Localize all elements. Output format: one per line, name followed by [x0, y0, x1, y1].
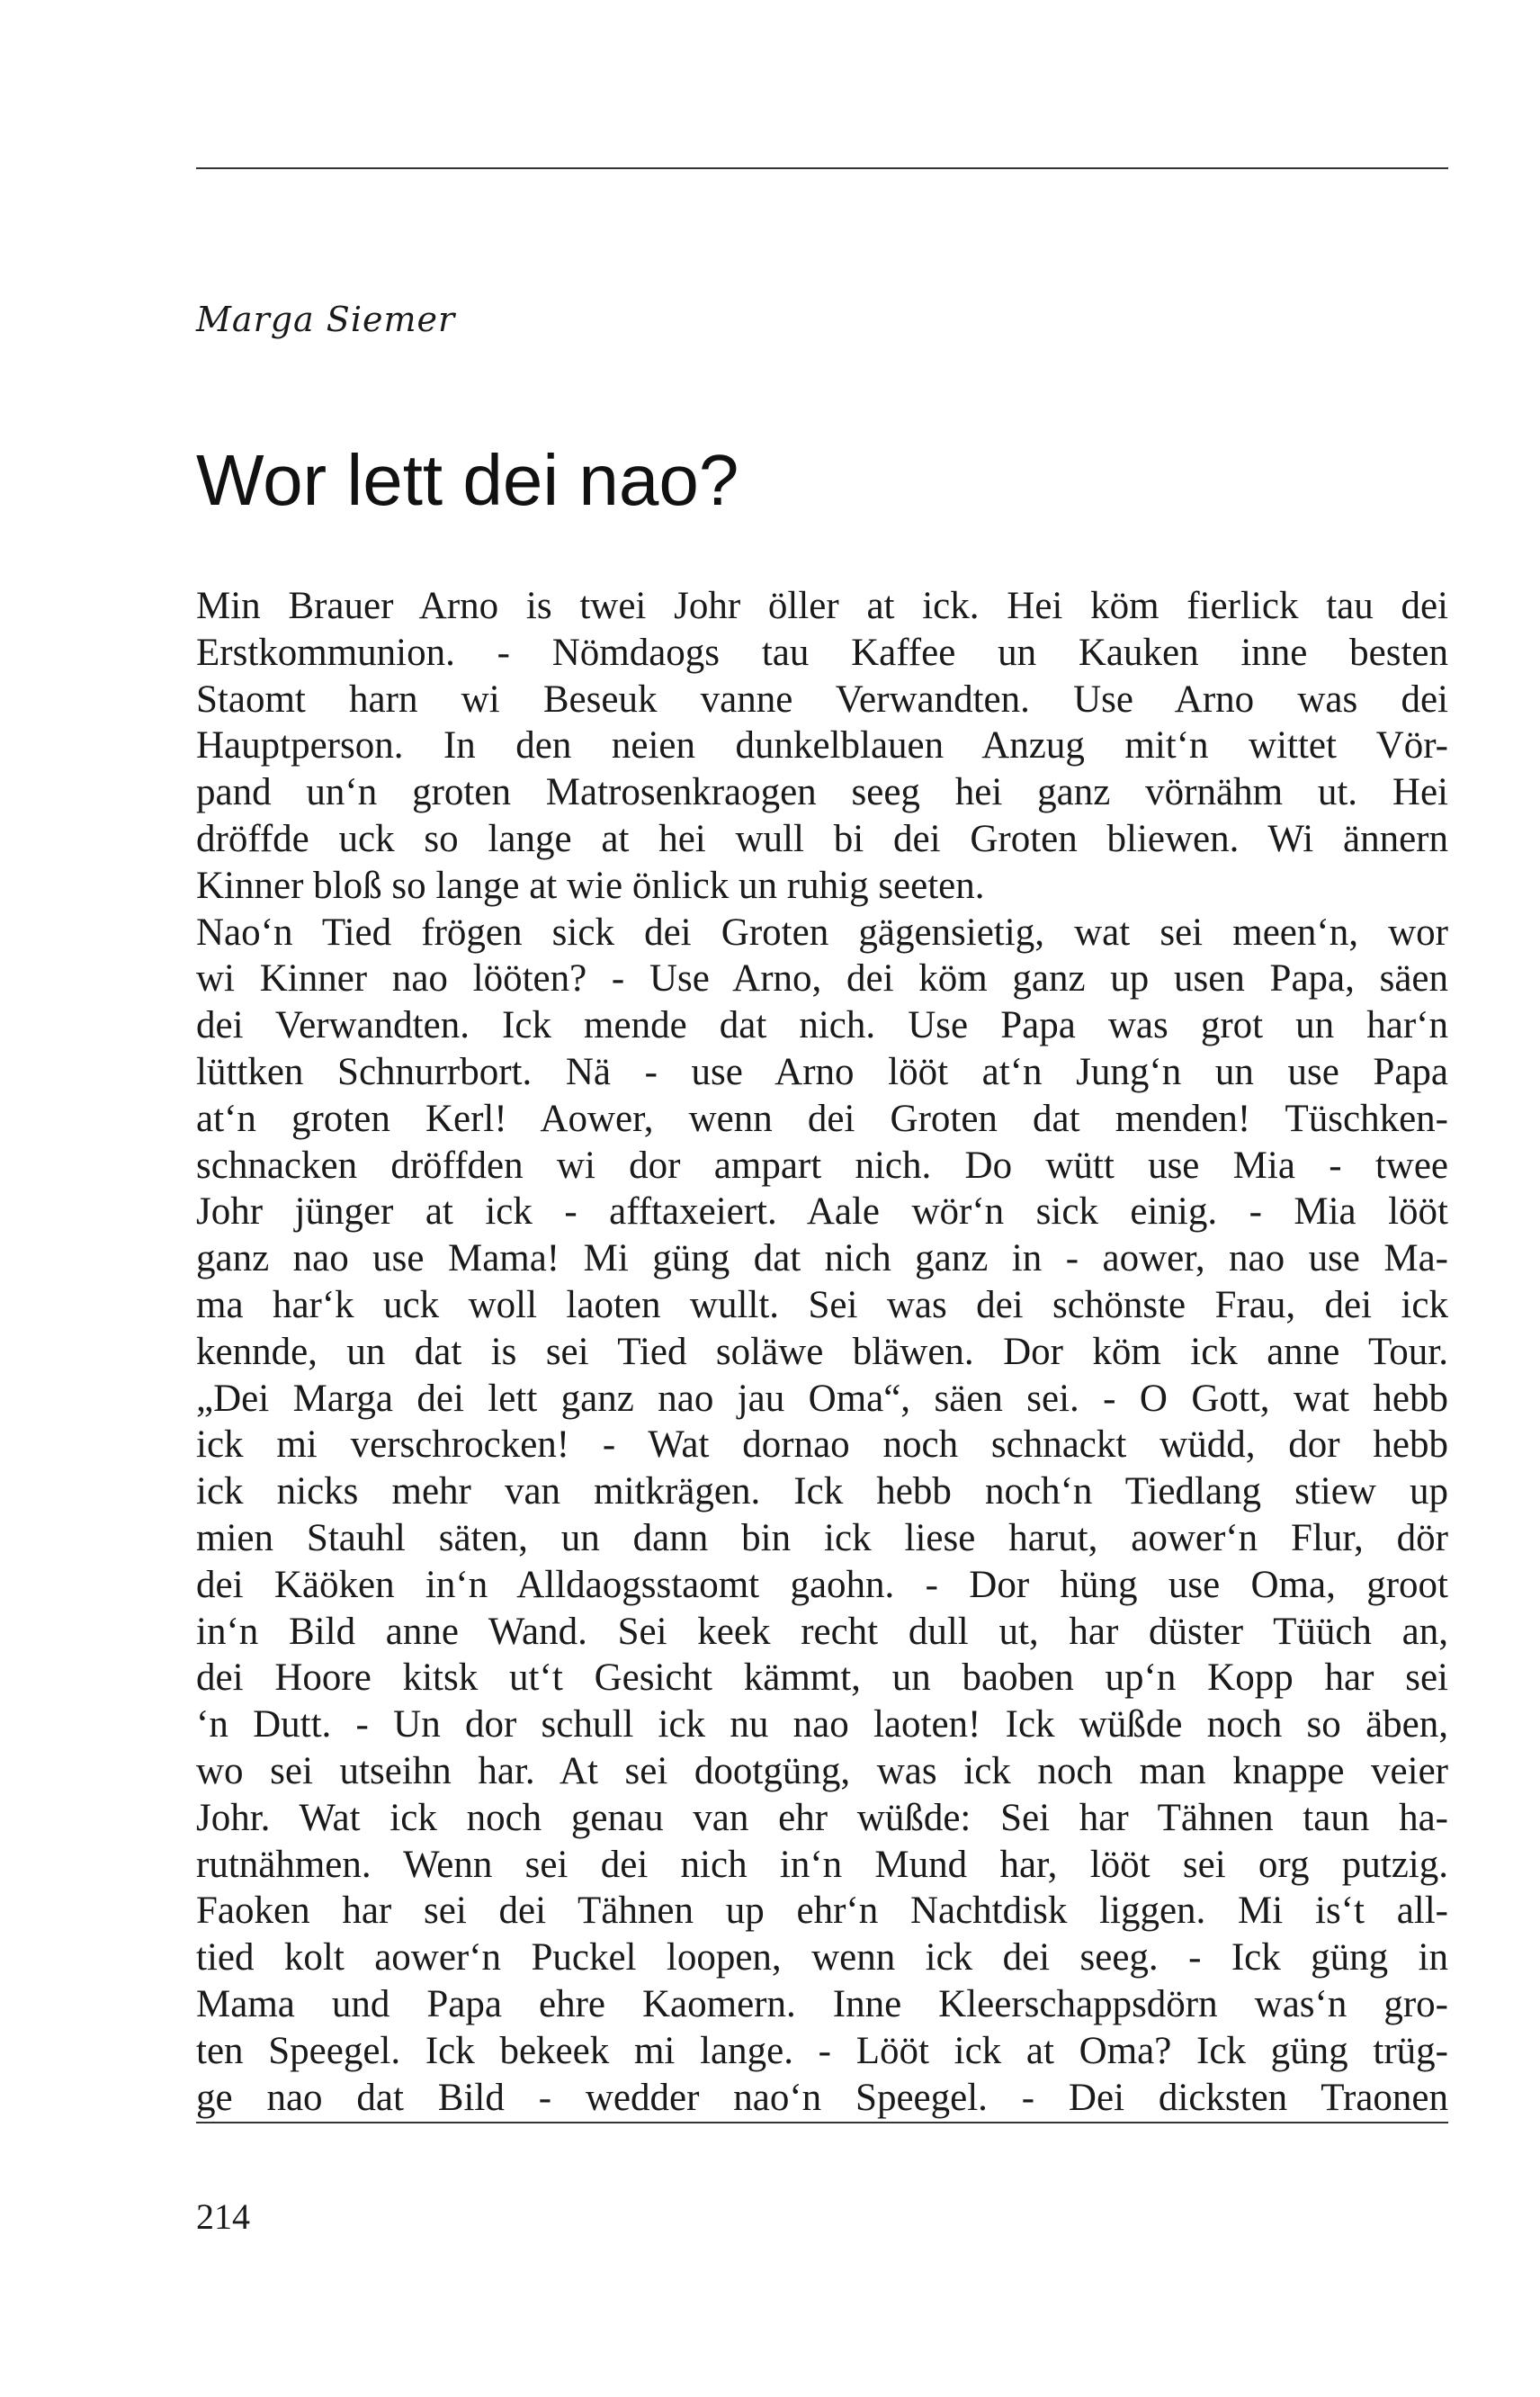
text-line: tied kolt aower‘n Puckel loopen, wenn ick dei seeg. - Ick güng in: [196, 1936, 1448, 1980]
text-line: dei Käöken in‘n Alldaogsstaomt gaohn. - Dor hüng use Oma, groot: [196, 1563, 1448, 1606]
author-name: Marga Siemer: [196, 300, 456, 339]
text-line: Staomt harn wi Beseuk vanne Verwandten. Use Arno was dei: [196, 678, 1448, 721]
text-line: Kinner bloß so lange at wie önlick un ruhig seeten.: [196, 864, 985, 907]
text-line: „Dei Marga dei lett ganz nao jau Oma“, säen sei. - O Gott, wat hebb: [196, 1377, 1448, 1420]
text-line: lüttken Schnurrbort. Nä - use Arno lööt at‘n Jung‘n un use Papa: [196, 1050, 1448, 1093]
text-line: ganz nao use Mama! Mi güng dat nich ganz in - aower, nao use Ma-: [196, 1237, 1448, 1280]
text-line: Min Brauer Arno is twei Johr öller at ick. Hei köm fierlick tau dei: [196, 585, 1448, 627]
bottom-rule: [196, 2122, 1448, 2123]
text-line: schnacken dröffden wi dor ampart nich. Do wütt use Mia - twee: [196, 1144, 1448, 1187]
text-line: ge nao dat Bild - wedder nao‘n Speegel. - Dei dicksten Traonen: [196, 2076, 1448, 2119]
text-line: wi Kinner nao lööten? - Use Arno, dei köm ganz up usen Papa, säen: [196, 957, 1448, 1001]
text-line: pand un‘n groten Matrosenkraogen seeg hei ganz vörnähm ut. Hei: [196, 771, 1448, 814]
text-line: rutnähmen. Wenn sei dei nich in‘n Mund har, lööt sei org putzig.: [196, 1843, 1448, 1886]
text-line: Nao‘n Tied frögen sick dei Groten gägensietig, wat sei meen‘n, wor: [196, 911, 1448, 954]
text-line: Faoken har sei dei Tähnen up ehr‘n Nachtdisk liggen. Mi is‘t all-: [196, 1890, 1448, 1933]
body-text: [196, 583, 1448, 2121]
text-line: kennde, un dat is sei Tied soläwe bläwen. Dor köm ick anne Tour.: [196, 1330, 1448, 1373]
text-line: ten Speegel. Ick bekeek mi lange. - Lööt ick at Oma? Ick güng trüg-: [196, 2029, 1448, 2072]
text-line: dei Hoore kitsk ut‘t Gesicht kämmt, un baoben up‘n Kopp har sei: [196, 1656, 1448, 1700]
text-line: ma har‘k uck woll laoten wullt. Sei was dei schönste Frau, dei ick: [196, 1283, 1448, 1326]
text-line: Erstkommunion. - Nömdaogs tau Kaffee un Kauken inne besten: [196, 631, 1448, 674]
text-line: dei Verwandten. Ick mende dat nich. Use Papa was grot un har‘n: [196, 1004, 1448, 1047]
text-line: mien Stauhl säten, un dann bin ick liese harut, aower‘n Flur, dör: [196, 1516, 1448, 1559]
top-rule: [196, 167, 1448, 169]
text-line: in‘n Bild anne Wand. Sei keek recht dull ut, har düster Tüüch an,: [196, 1610, 1448, 1653]
text-line: wo sei utseihn har. At sei dootgüng, was ick noch man knappe veier: [196, 1749, 1448, 1792]
text-line: at‘n groten Kerl! Aower, wenn dei Groten dat menden! Tüschken-: [196, 1097, 1448, 1140]
text-line: Mama und Papa ehre Kaomern. Inne Kleerschappsdörn was‘n gro-: [196, 1982, 1448, 2025]
story-title: Wor lett dei nao?: [196, 440, 739, 520]
text-line: Johr. Wat ick noch genau van ehr wüßde: Sei har Tähnen taun ha-: [196, 1796, 1448, 1839]
page-number: 214: [196, 2196, 250, 2237]
text-line: ‘n Dutt. - Un dor schull ick nu nao laoten! Ick wüßde noch so äben,: [196, 1703, 1448, 1746]
text-line: ick nicks mehr van mitkrägen. Ick hebb noch‘n Tiedlang stiew up: [196, 1470, 1448, 1513]
text-line: Johr jünger at ick - afftaxeiert. Aale wör‘n sick einig. - Mia lööt: [196, 1190, 1448, 1234]
text-line: dröffde uck so lange at hei wull bi dei Groten bliewen. Wi ännern: [196, 817, 1448, 860]
text-line: ick mi verschrocken! - Wat dornao noch schnackt wüdd, dor hebb: [196, 1423, 1448, 1467]
text-line: Hauptperson. In den neien dunkelblauen Anzug mit‘n wittet Vör-: [196, 724, 1448, 768]
